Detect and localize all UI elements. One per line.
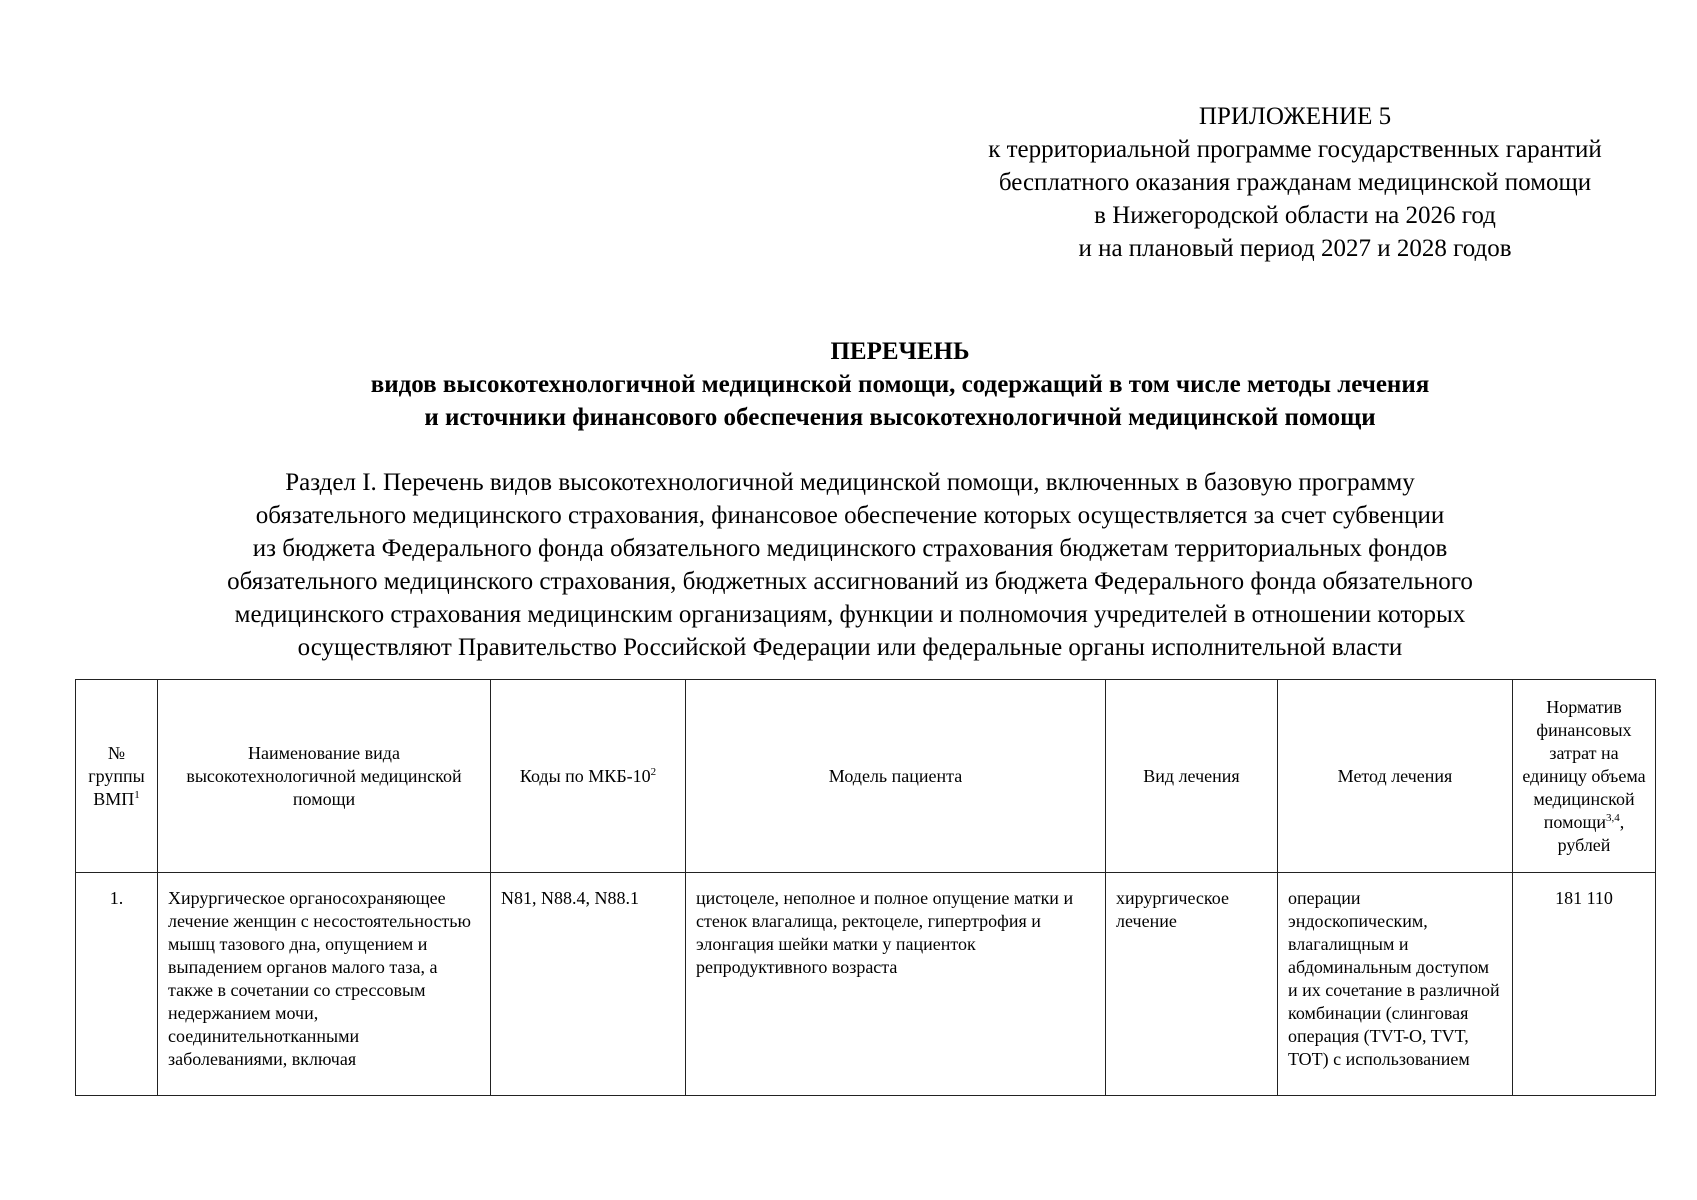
table-row xyxy=(76,873,1656,1096)
section-line: обязательного медицинского страхования, бюджетных ассигнований из бюджета Федерального фонда обязательного xyxy=(227,568,1473,595)
title-line: и источники финансового обеспечения высокотехнологичной медицинской помощи xyxy=(424,404,1376,431)
cell-icd: N81, N88.4, N88.1 xyxy=(491,873,686,1096)
footnote-ref: 3,4 xyxy=(1605,811,1620,824)
header-treatment-type: Вид лечения xyxy=(1106,680,1278,873)
section-line: Раздел I. Перечень видов высокотехнологичной медицинской помощи, включенных в базовую программу xyxy=(285,469,1415,496)
appendix-number: ПРИЛОЖЕНИЕ 5 xyxy=(1198,103,1392,130)
appendix-line: к территориальной программе государственных гарантий xyxy=(988,136,1602,163)
cell-name: Хирургическое органосохраняющее лечение женщин с несостоятельностью мышц тазового дна, опущением и выпадением органов малого таза, а также в сочетании со стрессовым недержанием мочи, соединительнотканными заболеваниями, включая xyxy=(158,873,491,1096)
footnote-ref: 2 xyxy=(650,765,657,778)
title-line: ПЕРЕЧЕНЬ xyxy=(830,338,970,365)
header-cost-norm: Норматив финансовых затрат на единицу объема медицинской помощи$^{3,4}$, рублей xyxy=(1513,680,1656,873)
section-line: осуществляют Правительство Российской Федерации или федеральные органы исполнительной власти xyxy=(297,634,1403,661)
cell-group-no: 1. xyxy=(76,873,158,1096)
appendix-line: бесплатного оказания гражданам медицинской помощи xyxy=(998,169,1592,196)
document-title xyxy=(120,335,1680,434)
header-group-no: № группы ВМП$^1$ xyxy=(76,680,158,873)
appendix-heading xyxy=(930,100,1660,265)
section-line: медицинского страхования медицинским организациям, функции и полномочия учредителей в отношении которых xyxy=(234,601,1466,628)
table-header-row xyxy=(76,680,1656,873)
header-icd: Коды по МКБ-$10^2$ xyxy=(491,680,686,873)
title-line: видов высокотехнологичной медицинской помощи, содержащий в том числе методы лечения xyxy=(370,371,1430,398)
cell-cost-norm: 181 110 xyxy=(1513,873,1656,1096)
header-treatment-method: Метод лечения xyxy=(1278,680,1513,873)
section-line: обязательного медицинского страхования, финансовое обеспечение которых осуществляется за счет субвенции xyxy=(255,502,1445,529)
cell-treatment-method: операции эндоскопическим, влагалищным и абдоминальным доступом и их сочетание в различной комбинации (слинговая операция (TVT-O, TVT, TOT) с использованием xyxy=(1278,873,1513,1096)
cell-treatment-type: хирургическое лечение xyxy=(1106,873,1278,1096)
appendix-line: в Нижегородской области на 2026 год xyxy=(1094,202,1496,229)
appendix-line: и на плановый период 2027 и 2028 годов xyxy=(1078,235,1512,262)
vmp-table xyxy=(75,679,1656,1096)
header-patient-model: Модель пациента xyxy=(686,680,1106,873)
footnote-ref: 1 xyxy=(134,788,140,801)
section-line: из бюджета Федерального фонда обязательного медицинского страхования бюджетам территориальных фондов xyxy=(252,535,1448,562)
cell-patient-model: цистоцеле, неполное и полное опущение матки и стенок влагалища, ректоцеле, гипертрофия и элонгация шейки матки у пациенток репродуктивного возраста xyxy=(686,873,1106,1096)
section-heading xyxy=(120,466,1580,664)
header-name: Наименование вида высокотехнологичной медицинской помощи xyxy=(158,680,491,873)
